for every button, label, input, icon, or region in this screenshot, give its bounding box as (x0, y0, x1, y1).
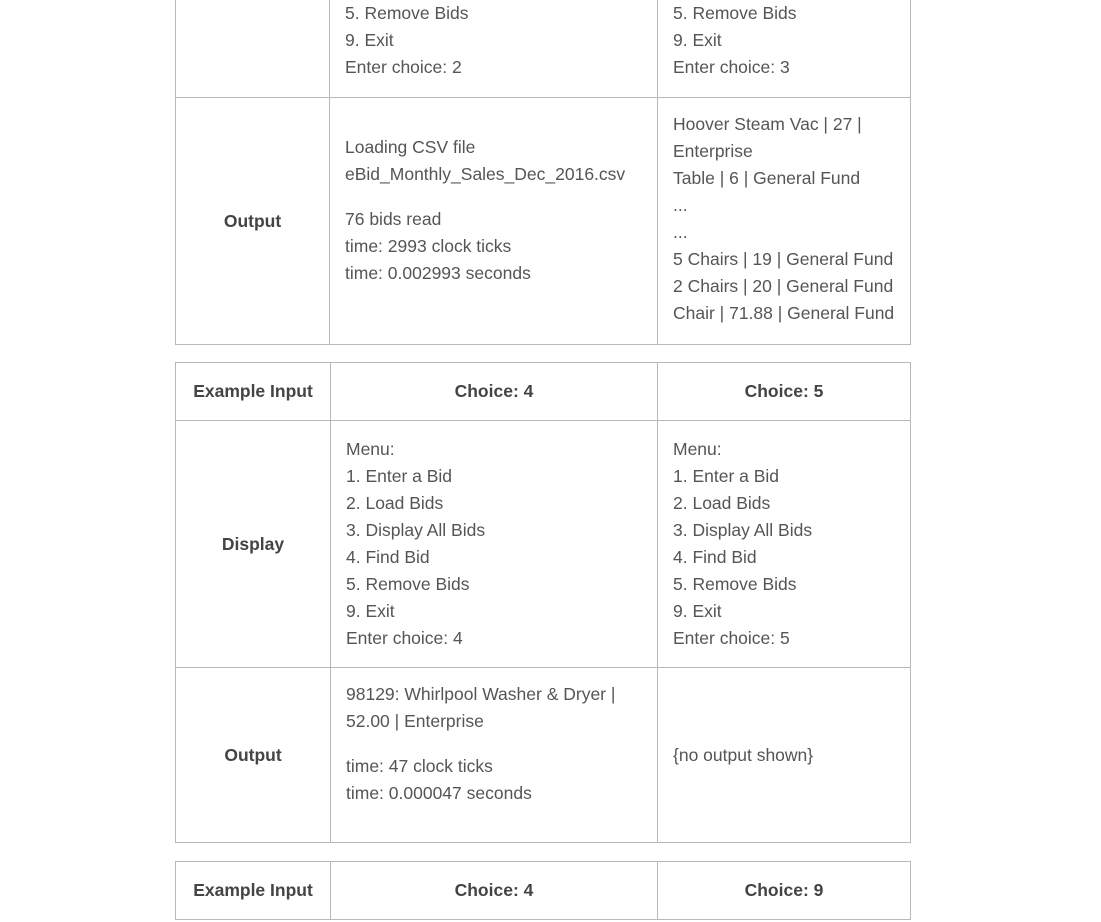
menu-line: Enter choice: 4 (346, 628, 463, 648)
display-row (176, 421, 911, 668)
menu-line: Menu: (346, 439, 395, 459)
output-line: Table | 6 | General Fund (673, 168, 861, 188)
row-label-example-input: Example Input (176, 363, 331, 421)
output-cell-find-bid (331, 668, 658, 843)
menu-line: 5. Remove Bids (346, 574, 470, 594)
output-line: 76 bids read (345, 209, 442, 229)
menu-line: Enter choice: 5 (673, 628, 790, 648)
output-line: time: 0.002993 seconds (345, 263, 531, 283)
output-line: Enterprise (673, 141, 753, 161)
menu-line: 3. Display All Bids (673, 520, 813, 540)
test-table-3 (175, 861, 911, 920)
menu-line: 9. Exit (673, 601, 722, 621)
output-line: time: 47 clock ticks (346, 756, 493, 776)
test-table-1 (175, 0, 911, 345)
output-line: ... (673, 222, 688, 242)
menu-line: 5. Remove Bids (345, 3, 469, 23)
output-cell-remove-bids (658, 668, 911, 843)
row-label-output: Output (176, 98, 330, 345)
choice-header-9: Choice: 9 (658, 862, 911, 920)
example-input-row (176, 363, 911, 421)
menu-line: 1. Enter a Bid (346, 466, 453, 486)
menu-line: 5. Remove Bids (673, 3, 797, 23)
choice-header-4: Choice: 4 (331, 862, 658, 920)
menu-line: 4. Find Bid (673, 547, 757, 567)
display-row (176, 0, 911, 98)
display-cell-choice-5 (658, 421, 911, 668)
menu-line: 3. Display All Bids (346, 520, 486, 540)
menu-line: 5. Remove Bids (673, 574, 797, 594)
menu-line: 2. Load Bids (673, 493, 771, 513)
output-line: eBid_Monthly_Sales_Dec_2016.csv (345, 164, 626, 184)
display-cell-choice-3 (658, 0, 911, 98)
test-table-2 (175, 362, 911, 843)
menu-line: Enter choice: 2 (345, 57, 462, 77)
menu-line: 4. Find Bid (346, 547, 430, 567)
output-line: {no output shown} (673, 744, 814, 765)
output-cell-display-all (658, 98, 911, 345)
output-line: 98129: Whirlpool Washer & Dryer | (346, 684, 616, 704)
output-line: Loading CSV file (345, 137, 476, 157)
choice-header-5: Choice: 5 (658, 363, 911, 421)
display-cell-choice-2 (330, 0, 658, 98)
menu-line: 9. Exit (345, 30, 394, 50)
menu-line: Enter choice: 3 (673, 57, 790, 77)
choice-header-4: Choice: 4 (331, 363, 658, 421)
output-line: time: 2993 clock ticks (345, 236, 512, 256)
output-row (176, 668, 911, 843)
output-line: Hoover Steam Vac | 27 | (673, 114, 862, 134)
row-label-display: Display (176, 421, 331, 668)
row-label-output: Output (176, 668, 331, 843)
menu-line: Menu: (673, 439, 722, 459)
menu-line: 1. Enter a Bid (673, 466, 780, 486)
output-cell-load (330, 98, 658, 345)
menu-line: 9. Exit (346, 601, 395, 621)
output-line: 5 Chairs | 19 | General Fund (673, 249, 894, 269)
output-line: time: 0.000047 seconds (346, 783, 532, 803)
row-label-example-input: Example Input (176, 862, 331, 920)
menu-line: 9. Exit (673, 30, 722, 50)
example-input-row (176, 862, 911, 920)
output-line: ... (673, 195, 688, 215)
output-line: 2 Chairs | 20 | General Fund (673, 276, 894, 296)
display-cell-choice-4 (331, 421, 658, 668)
output-line: 52.00 | Enterprise (346, 711, 484, 731)
row-label-display (176, 0, 330, 98)
menu-line: 2. Load Bids (346, 493, 444, 513)
output-line: Chair | 71.88 | General Fund (673, 303, 895, 323)
output-row (176, 98, 911, 345)
